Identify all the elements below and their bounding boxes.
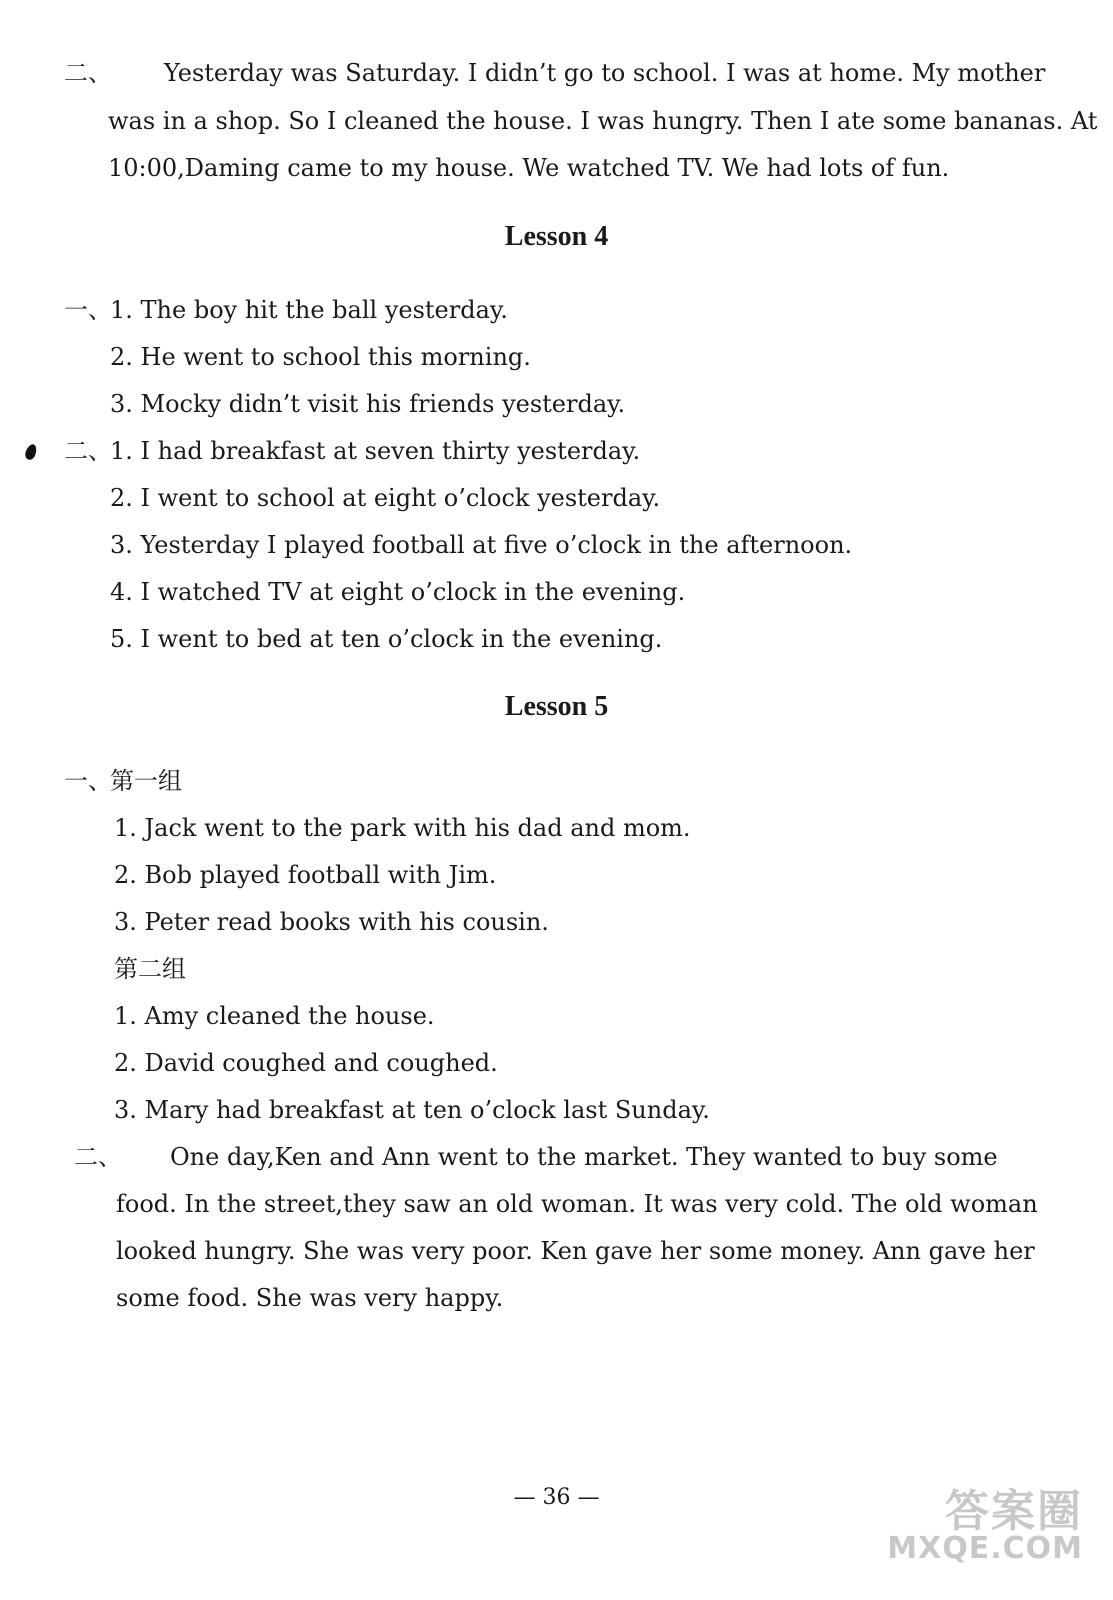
list-item: 4. I watched TV at eight o’clock in the evening. [110, 578, 686, 606]
paragraph-line: some food. She was very happy. [116, 1284, 504, 1312]
lesson5-part1-marker: 一、 [64, 767, 112, 795]
list-item: 3. Yesterday I played football at five o’clock in the afternoon. [110, 531, 853, 559]
list-item: 5. I went to bed at ten o’clock in the evening. [110, 625, 663, 653]
list-item: 2. I went to school at eight o’clock yesterday. [110, 484, 661, 512]
list-item: 2. David coughed and coughed. [114, 1049, 498, 1077]
lesson-5-title: Lesson 5 [504, 691, 609, 722]
list-item: 1. Amy cleaned the house. [114, 1002, 435, 1030]
paragraph-line: One day,Ken and Ann went to the market. They wanted to buy some [170, 1143, 998, 1171]
lesson4-part1-marker: 一、 [64, 296, 112, 324]
paragraph-line: Yesterday was Saturday. I didn’t go to school. I was at home. My mother [164, 59, 1046, 87]
list-item: 1. The boy hit the ball yesterday. [110, 296, 508, 324]
lesson-4-title: Lesson 4 [504, 221, 609, 252]
list-item: 1. I had breakfast at seven thirty yesterday. [110, 437, 641, 465]
list-item: 2. He went to school this morning. [110, 343, 531, 371]
paragraph-line: 10:00,Daming came to my house. We watched TV. We had lots of fun. [108, 154, 950, 182]
list-item: 1. Jack went to the park with his dad and mom. [114, 814, 691, 842]
list-item: 3. Mocky didn’t visit his friends yesterday. [110, 390, 626, 418]
watermark-logo [887, 1486, 1083, 1566]
lesson4-part2-marker: 二、 [64, 437, 112, 465]
list-item: 3. Peter read books with his cousin. [114, 908, 549, 936]
watermark-line-1: 答案圈 [945, 1486, 1083, 1537]
page-number: — 36 — [513, 1485, 600, 1510]
list-item: 3. Mary had breakfast at ten o’clock last Sunday. [114, 1096, 710, 1124]
top-section-marker: 二、 [64, 59, 112, 87]
paragraph-line: food. In the street,they saw an old woman. It was very cold. The old woman [116, 1190, 1038, 1218]
group-2-label: 第二组 [114, 955, 186, 983]
paragraph-line: looked hungry. She was very poor. Ken gave her some money. Ann gave her [116, 1237, 1035, 1265]
lesson5-part2-marker: 二、 [74, 1143, 122, 1171]
group-1-label: 第一组 [110, 767, 182, 795]
paragraph-line: was in a shop. So I cleaned the house. I was hungry. Then I ate some bananas. At [108, 107, 1098, 135]
ink-dot [24, 443, 39, 461]
list-item: 2. Bob played football with Jim. [114, 861, 497, 889]
watermark-line-2: MXQE.COM [887, 1531, 1083, 1566]
